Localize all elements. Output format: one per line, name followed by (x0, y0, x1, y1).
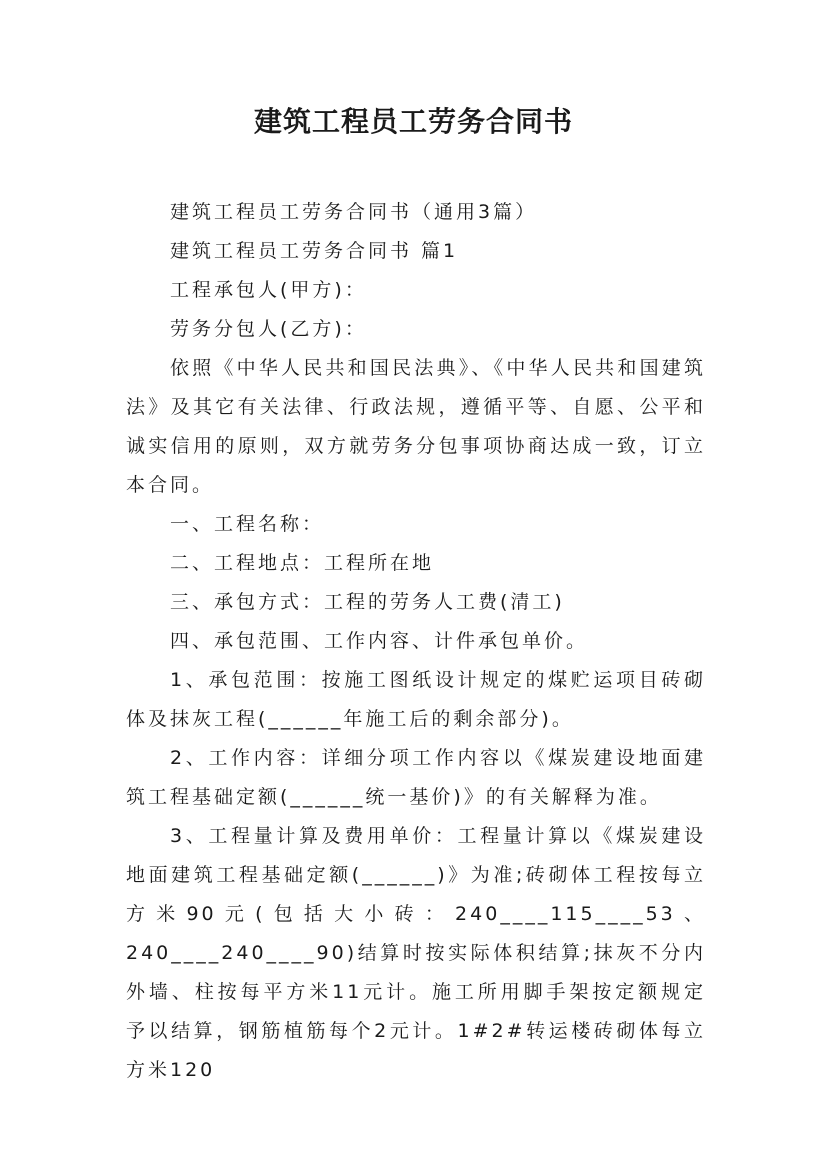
paragraph-project-location: 二、工程地点：工程所在地 (170, 552, 435, 574)
paragraph-section-heading: 建筑工程员工劳务合同书 篇1 (170, 240, 459, 262)
document-title: 建筑工程员工劳务合同书 (253, 105, 573, 138)
paragraph-scope-heading: 四、承包范围、工作内容、计件承包单价。 (170, 630, 589, 652)
paragraph-work-content: 2、工作内容：详细分项工作内容以《煤炭建设地面建筑工程基础定额(______统一基价)》的有关解释为准。 (126, 747, 706, 808)
paragraph-party-a: 工程承包人(甲方)： (170, 279, 367, 301)
paragraph-preamble: 依照《中华人民共和国民法典》、《中华人民共和国建筑法》及其它有关法律、行政法规，遵循平等、自愿、公平和诚实信用的原则，双方就劳务分包事项协商达成一致，订立本合同。 (126, 357, 706, 496)
paragraph-subtitle: 建筑工程员工劳务合同书（通用3篇） (170, 201, 538, 223)
paragraph-project-name: 一、工程名称： (170, 513, 325, 535)
document-body (126, 193, 706, 1090)
paragraph-scope: 1、承包范围：按施工图纸设计规定的煤贮运项目砖砌体及抹灰工程(______年施工后的剩余部分)。 (126, 669, 706, 730)
paragraph-party-b: 劳务分包人(乙方)： (170, 318, 367, 340)
paragraph-quantity-pricing: 3、工程量计算及费用单价：工程量计算以《煤炭建设地面建筑工程基础定额(______)》为准;砖砌体工程按每立方米90元(包括大小砖：240____115____53、240____240____90)结算时按实际体积结算;抹灰不分内外墙、柱按每平方米11元计。施工所用脚手架按定额规定予以结算，钢筋植筋每个2元计。1#2#转运楼砖砌体每立方米120 (126, 825, 706, 1081)
paragraph-contract-method: 三、承包方式：工程的劳务人工费(清工) (170, 591, 565, 613)
